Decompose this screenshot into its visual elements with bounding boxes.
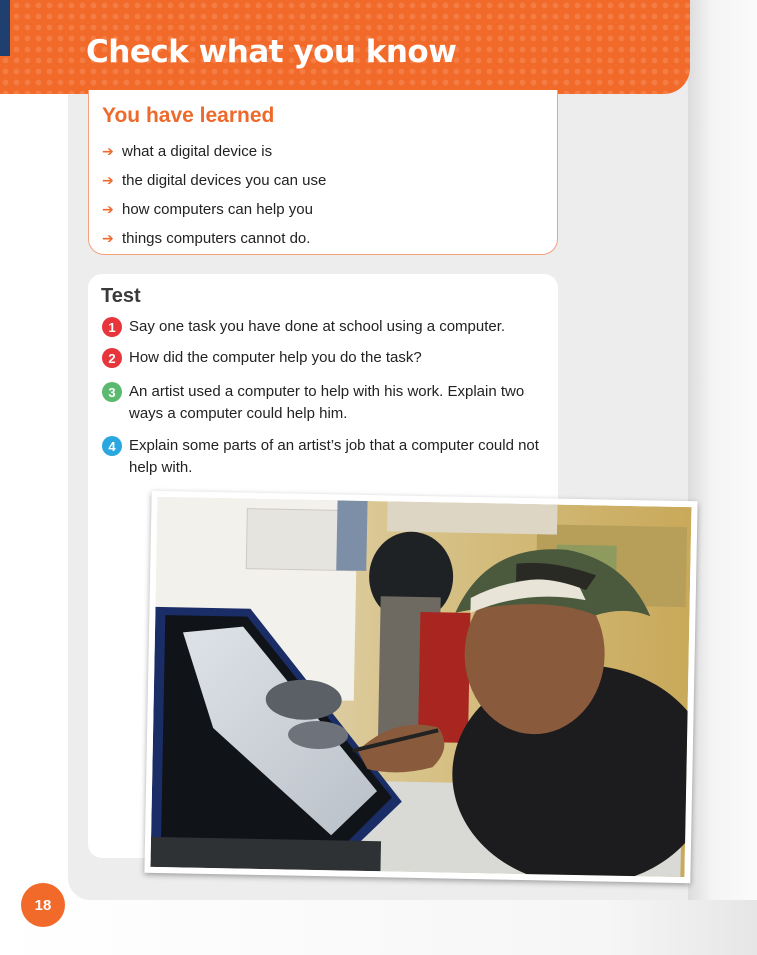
question-item [102, 348, 547, 369]
page-title: Check what you know [86, 34, 457, 70]
question-item [102, 317, 547, 338]
list-item-text: what a digital device is [122, 143, 273, 160]
learned-list [102, 137, 326, 253]
list-item [102, 195, 326, 224]
arrow-right-icon: ➔ [102, 201, 114, 217]
question-item [102, 436, 547, 479]
artist-photo [144, 491, 697, 883]
list-item-text: the digital devices you can use [122, 172, 327, 189]
arrow-right-icon: ➔ [102, 230, 114, 246]
list-item-text: things computers cannot do. [122, 230, 311, 247]
learned-heading: You have learned [102, 104, 275, 127]
page-bottom-strip [0, 900, 757, 955]
question-text: Say one task you have done at school using a computer. [129, 318, 506, 335]
artist-photo-illustration [150, 497, 691, 877]
number-badge-icon: 3 [102, 382, 122, 402]
question-text: An artist used a computer to help with his work. Explain two ways a computer could help him. [129, 383, 525, 422]
question-item [102, 382, 547, 425]
number-badge-icon: 4 [102, 436, 122, 456]
question-text: How did the computer help you do the task? [129, 349, 422, 366]
list-item-text: how computers can help you [122, 201, 313, 218]
list-item [102, 166, 326, 195]
test-heading: Test [101, 285, 141, 307]
page-number: 18 [21, 883, 65, 927]
header-tab [0, 0, 10, 56]
number-badge-icon: 1 [102, 317, 122, 337]
question-text: Explain some parts of an artist’s job that a computer could not help with. [129, 437, 539, 476]
arrow-right-icon: ➔ [102, 172, 114, 188]
list-item [102, 137, 326, 166]
arrow-right-icon: ➔ [102, 143, 114, 159]
number-badge-icon: 2 [102, 348, 122, 368]
list-item [102, 224, 326, 253]
page-edge-shadow [688, 0, 757, 955]
